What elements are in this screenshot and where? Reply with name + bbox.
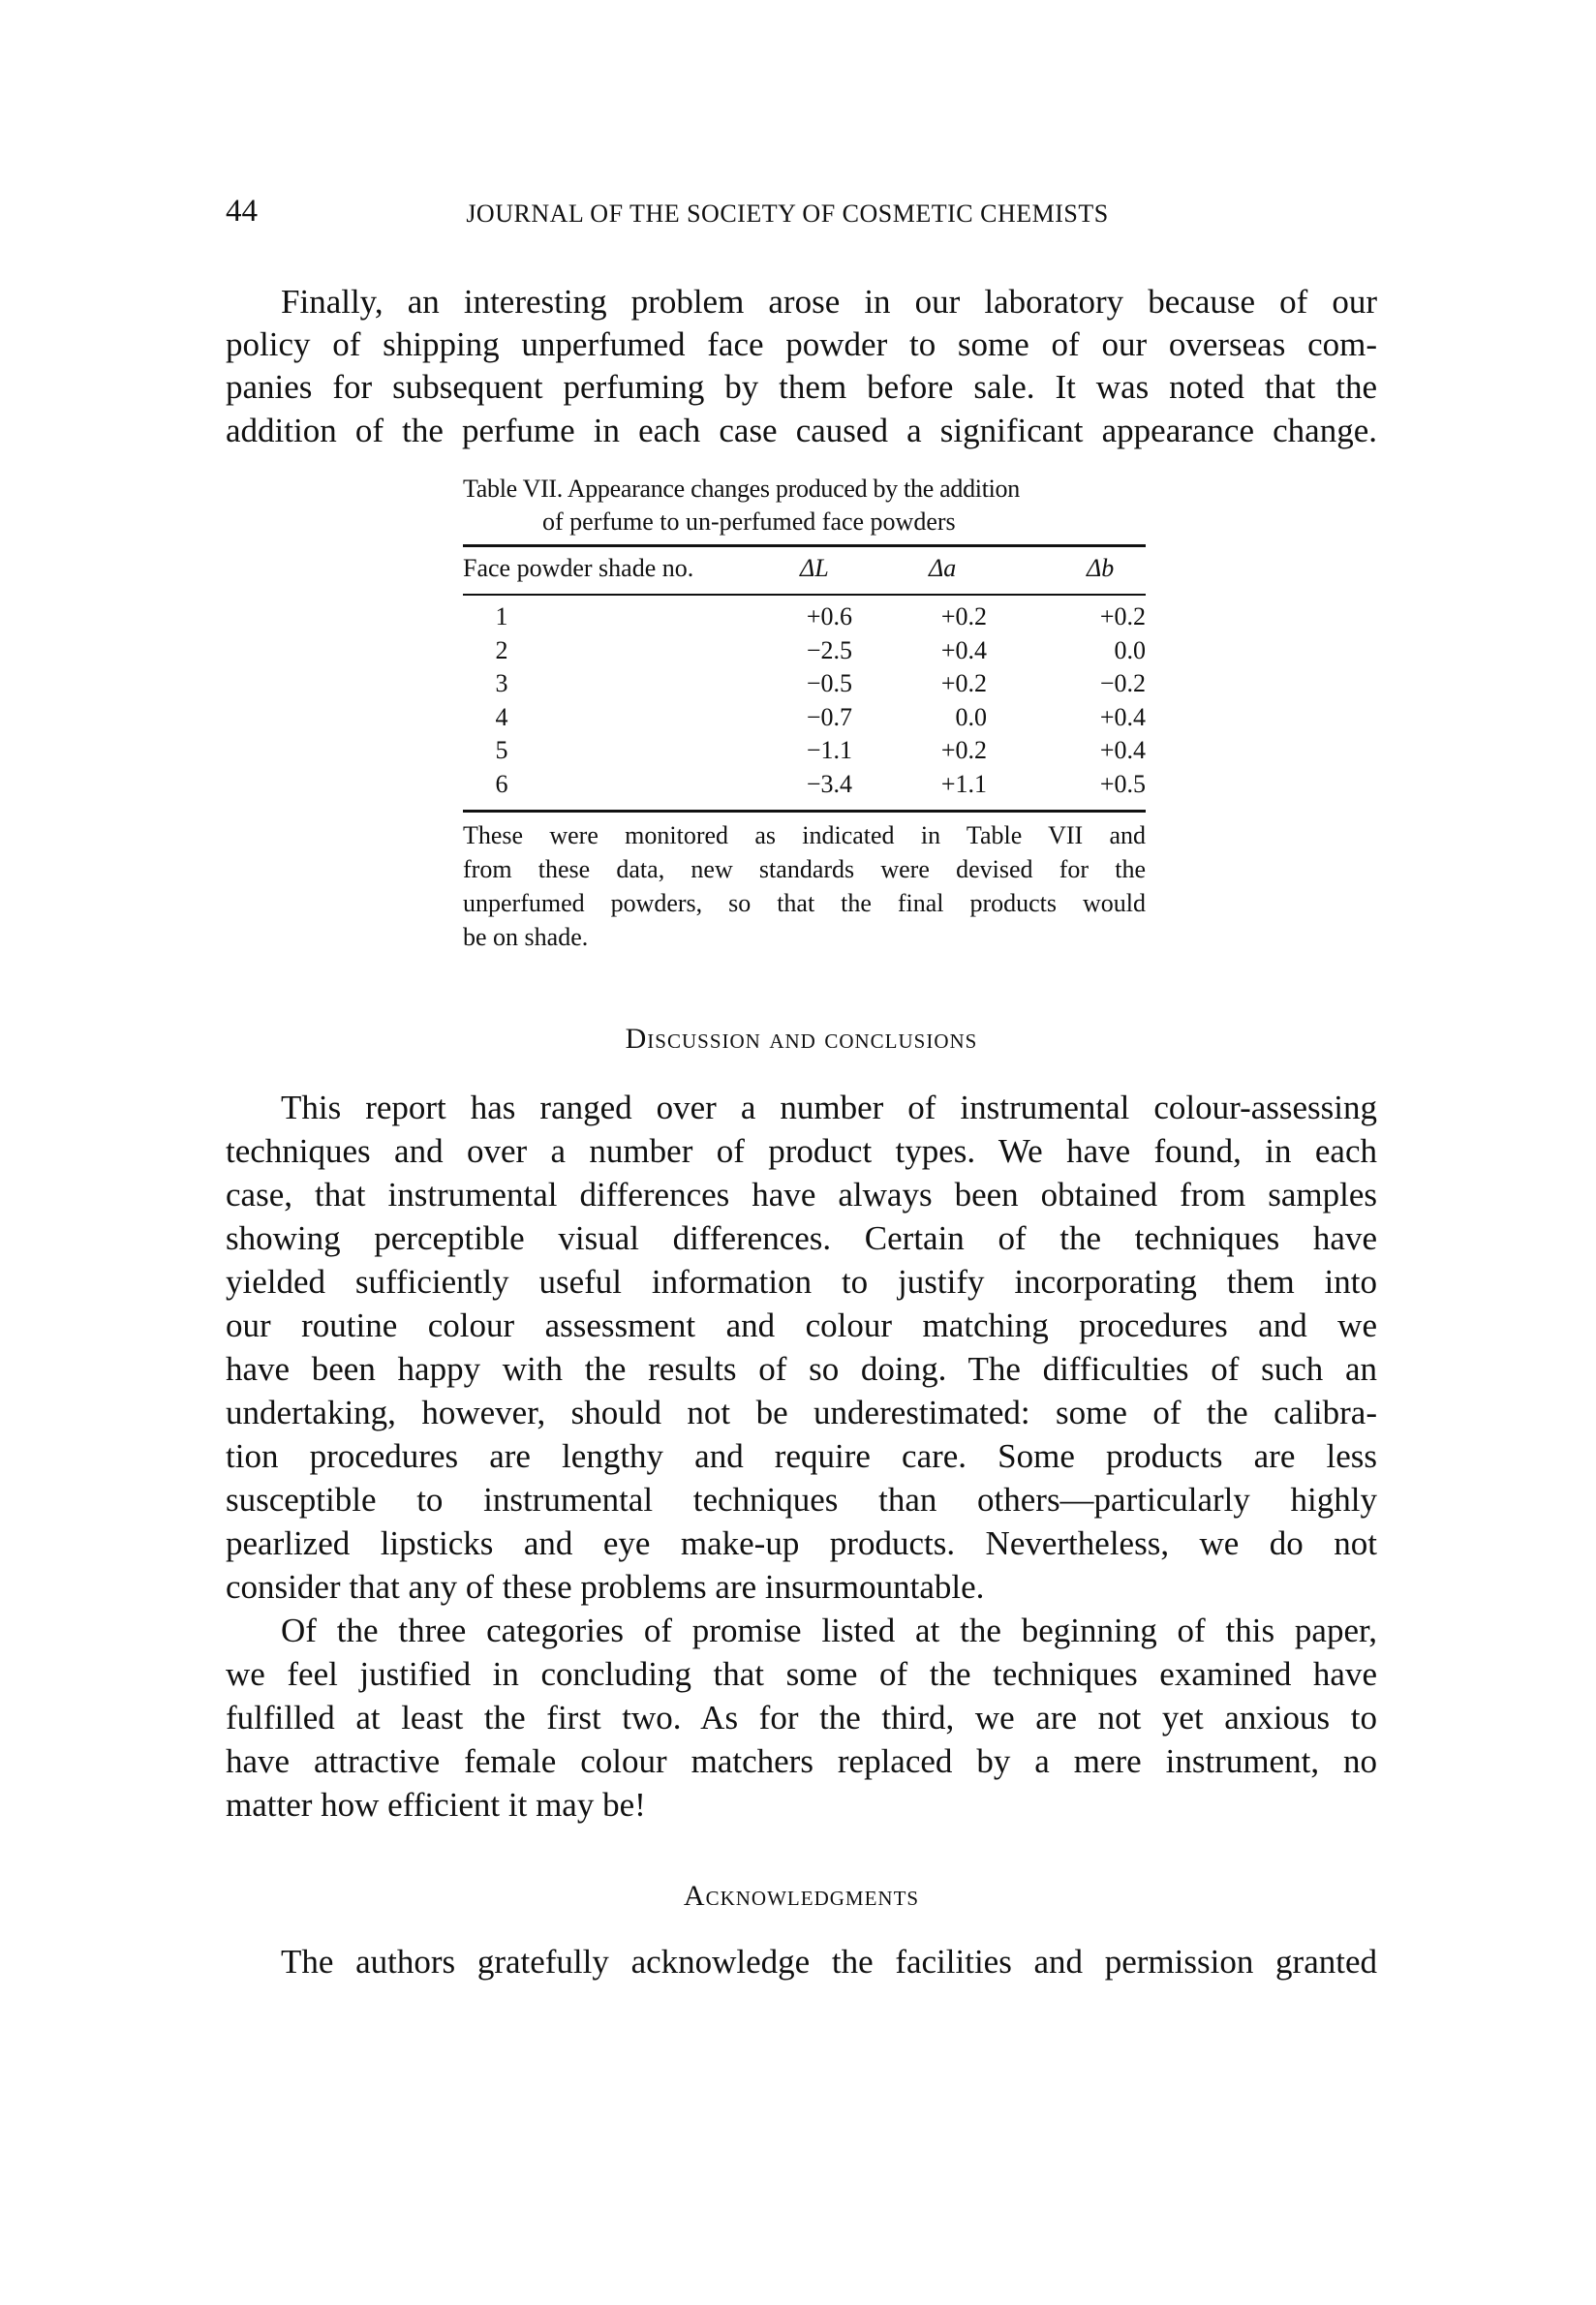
text-line: tion procedures are lengthy and require care. Some products are less xyxy=(226,1437,1377,1475)
table-cell: +0.4 xyxy=(1099,702,1146,731)
table-cell: +0.2 xyxy=(1099,602,1146,630)
text-line: our routine colour assessment and colour matching procedures and we xyxy=(226,1306,1377,1344)
text-line: consider that any of these problems are insurmountable. xyxy=(226,1568,985,1606)
text-line: susceptible to instrumental techniques than others—particularly highly xyxy=(226,1481,1377,1519)
text-line: be on shade. xyxy=(463,923,589,951)
column-header: Δa xyxy=(929,554,957,582)
table-cell: +0.4 xyxy=(940,635,987,664)
column-header: Face powder shade no. xyxy=(463,554,694,582)
table-cell: 0.0 xyxy=(1114,635,1146,664)
text-line: policy of shipping unperfumed face powder to some of our overseas com- xyxy=(226,325,1377,363)
shade-number-cell: 4 xyxy=(495,702,508,731)
text-line: unperfumed powders, so that the final products would xyxy=(463,889,1146,917)
table-cell: 0.0 xyxy=(955,702,987,731)
text-line: have attractive female colour matchers replaced by a mere instrument, no xyxy=(226,1742,1377,1780)
text-line: This report has ranged over a number of instrumental colour-assessing xyxy=(281,1089,1377,1126)
table-cell: +0.2 xyxy=(940,669,987,697)
table-caption-line: of perfume to un-perfumed face powders xyxy=(542,507,956,536)
table-bottom-rule xyxy=(463,810,1146,813)
text-line: have been happy with the results of so doing. The difficulties of such an xyxy=(226,1350,1377,1388)
text-line: matter how efficient it may be! xyxy=(226,1786,646,1824)
text-line: Of the three categories of promise listed at the beginning of this paper, xyxy=(281,1612,1377,1649)
table-cell: +0.4 xyxy=(1099,736,1146,764)
text-line: fulfilled at least the first two. As for the third, we are not yet anxious to xyxy=(226,1699,1377,1736)
text-line: Finally, an interesting problem arose in our laboratory because of our xyxy=(281,283,1377,321)
table-cell: −2.5 xyxy=(806,635,852,664)
table-cell: −0.5 xyxy=(806,669,852,697)
text-line: These were monitored as indicated in Table VII and xyxy=(463,821,1146,849)
table-cell: −0.7 xyxy=(806,702,852,731)
table-cell: +0.6 xyxy=(806,602,852,630)
shade-number-cell: 2 xyxy=(495,635,508,664)
table-caption-line: Table VII. Appearance changes produced by the addition xyxy=(463,475,1020,503)
running-header: JOURNAL OF THE SOCIETY OF COSMETIC CHEMISTS xyxy=(466,200,1109,228)
table-cell: +0.2 xyxy=(940,602,987,630)
text-line: from these data, new standards were devised for the xyxy=(463,855,1146,883)
table-cell: +0.2 xyxy=(940,736,987,764)
shade-number-cell: 1 xyxy=(495,602,508,630)
shade-number-cell: 3 xyxy=(495,669,508,697)
text-line: case, that instrumental differences have always been obtained from samples xyxy=(226,1176,1377,1214)
page-number: 44 xyxy=(226,194,258,229)
column-header: Δb xyxy=(1087,554,1115,582)
table-cell: +1.1 xyxy=(940,769,987,798)
text-line: we feel justified in concluding that some of the techniques examined have xyxy=(226,1655,1377,1693)
table-cell: −1.1 xyxy=(806,736,852,764)
section-heading-discussion: Discussion and conclusions xyxy=(625,1023,978,1055)
text-line: pearlized lipsticks and eye make-up products. Nevertheless, we do not xyxy=(226,1524,1377,1562)
table-header-rule xyxy=(463,594,1146,596)
text-line: yielded sufficiently useful information to justify incorporating them into xyxy=(226,1263,1377,1301)
text-line: panies for subsequent perfuming by them before sale. It was noted that the xyxy=(226,368,1377,406)
table-cell: −0.2 xyxy=(1099,669,1146,697)
shade-number-cell: 6 xyxy=(495,769,508,798)
text-line: addition of the perfume in each case caused a significant appearance change. xyxy=(226,412,1377,449)
column-header: ΔL xyxy=(800,554,829,582)
text-line: techniques and over a number of product types. We have found, in each xyxy=(226,1132,1377,1170)
shade-number-cell: 5 xyxy=(495,736,508,764)
table-cell: −3.4 xyxy=(806,769,852,798)
table-top-rule xyxy=(463,544,1146,547)
text-line: showing perceptible visual differences. Certain of the techniques have xyxy=(226,1219,1377,1257)
text-line: The authors gratefully acknowledge the facilities and permission granted xyxy=(281,1943,1377,1981)
table-cell: +0.5 xyxy=(1099,769,1146,798)
text-line: undertaking, however, should not be underestimated: some of the calibra- xyxy=(226,1394,1377,1431)
section-heading-acknowledgments: Acknowledgments xyxy=(683,1880,920,1912)
